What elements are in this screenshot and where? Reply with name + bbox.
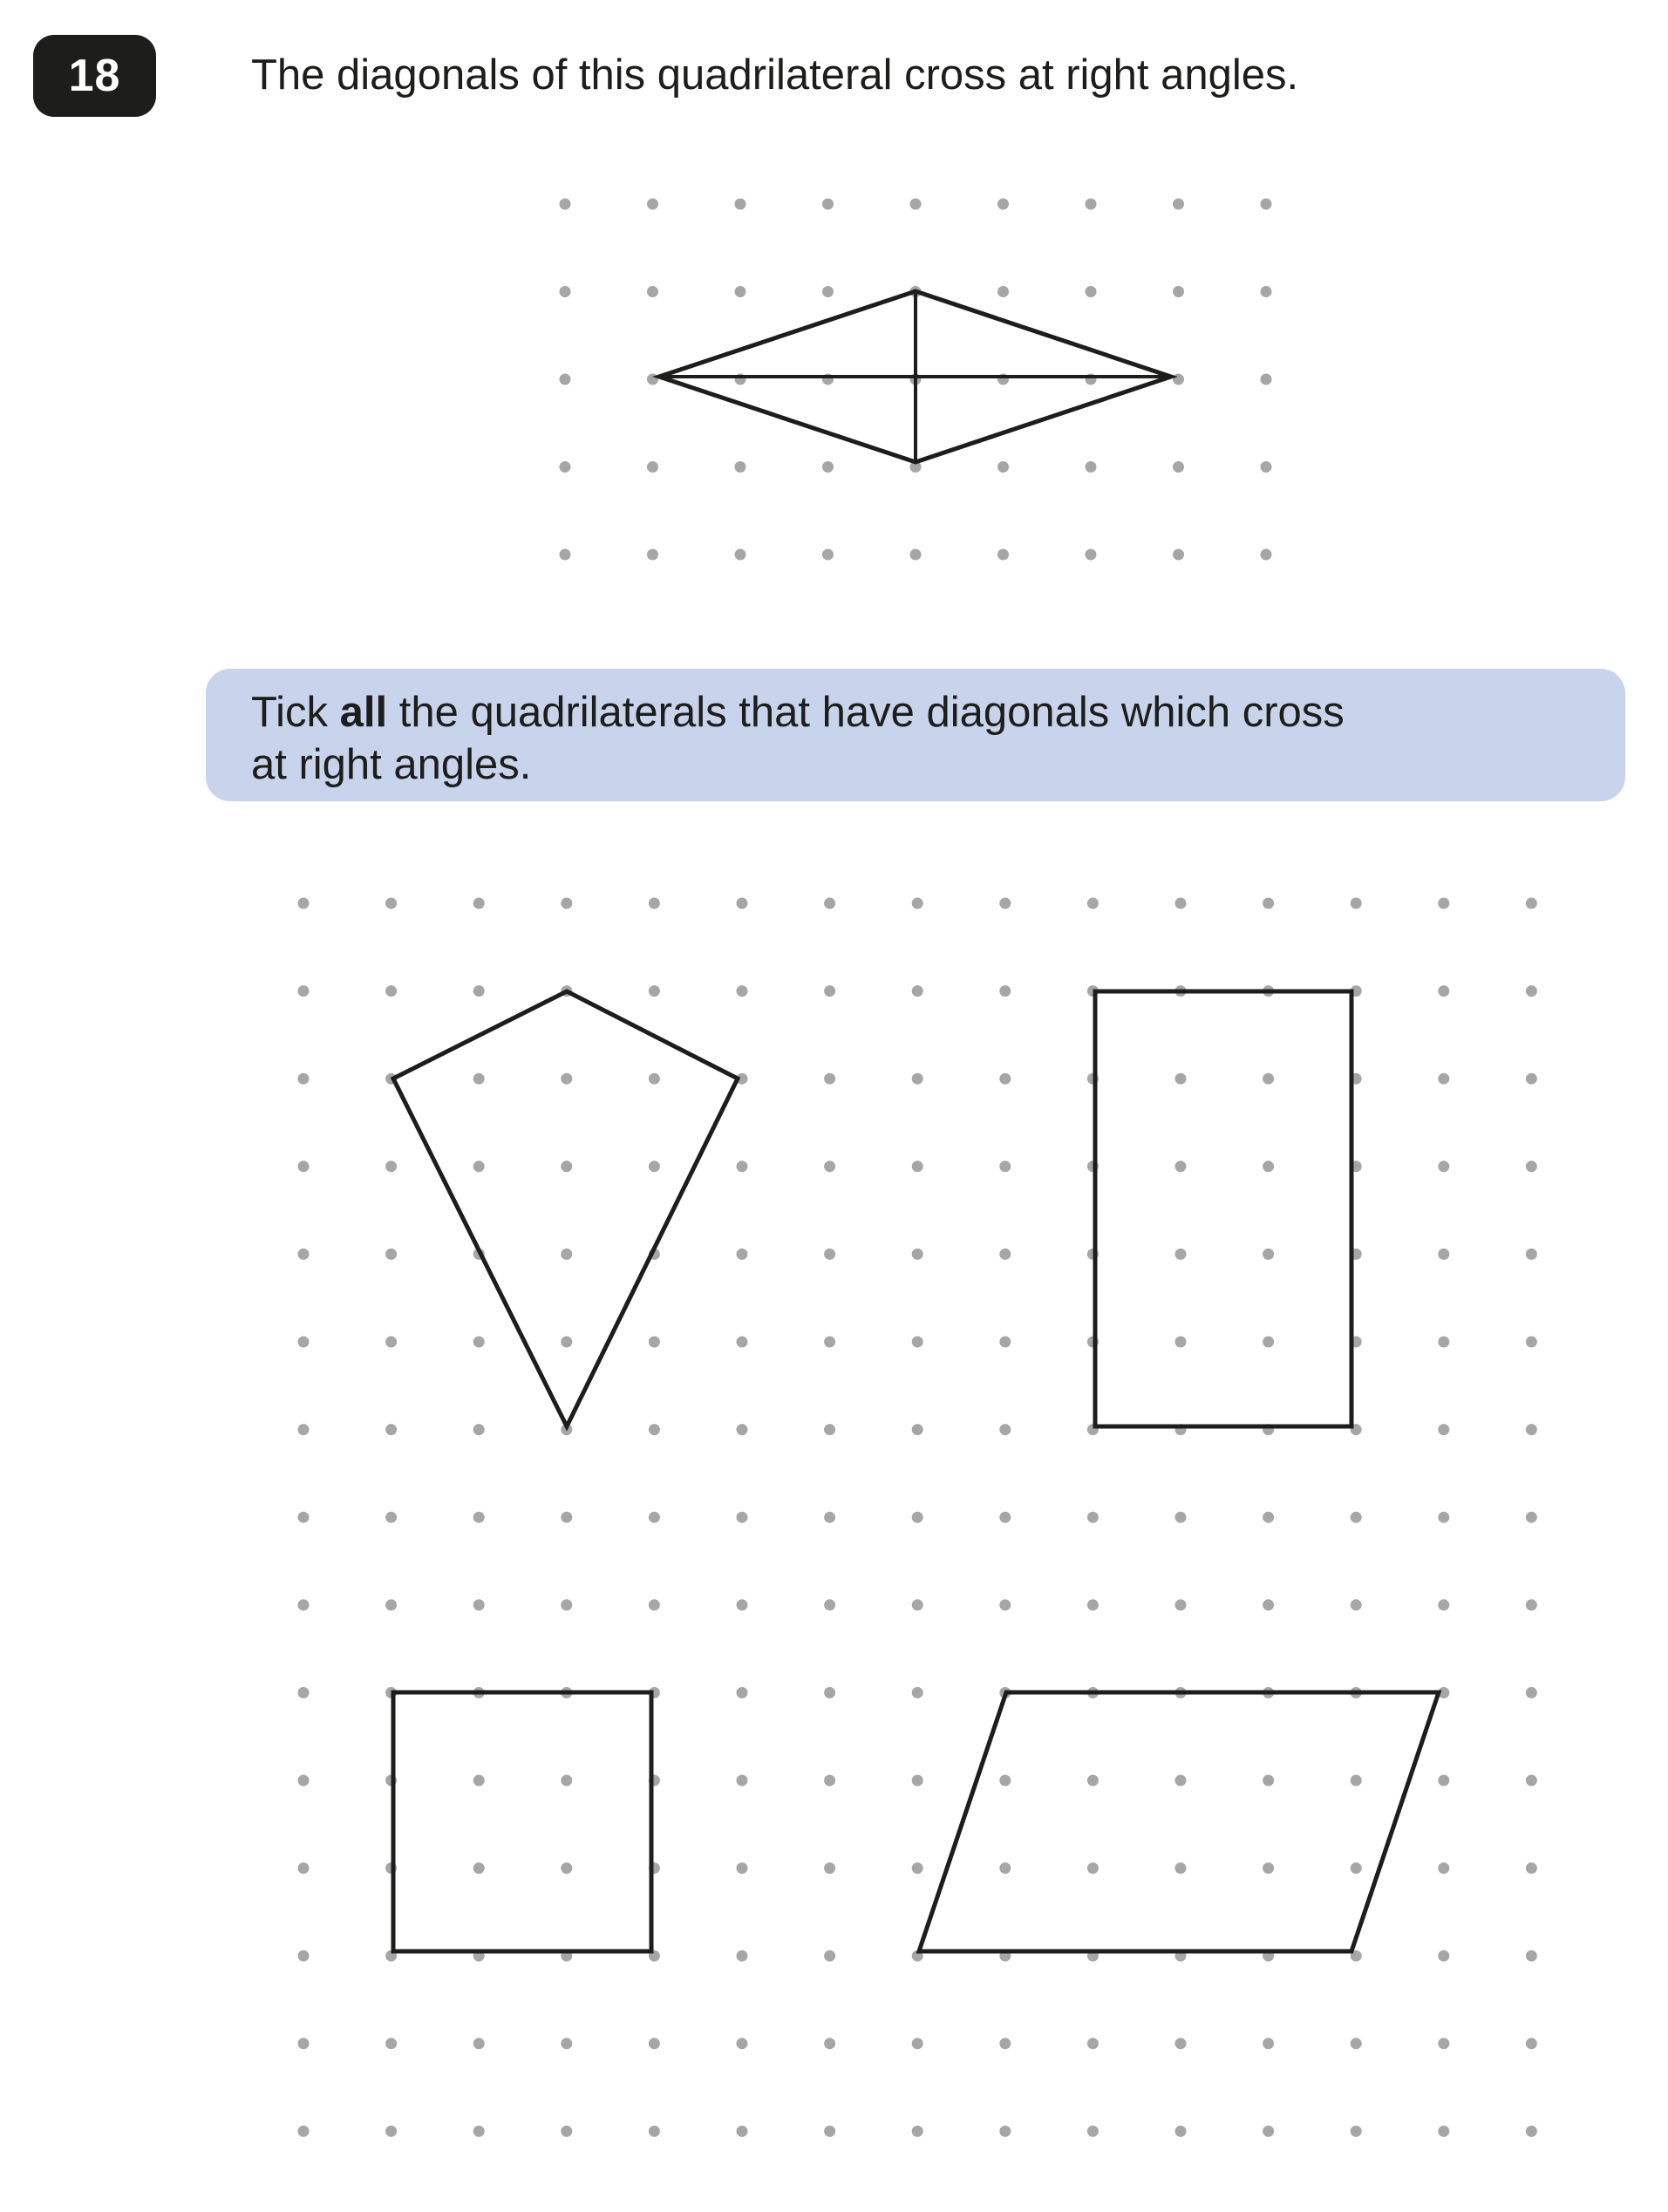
grid-dot <box>1438 1249 1449 1260</box>
grid-dot <box>1087 1512 1099 1523</box>
grid-dot <box>1175 1160 1187 1172</box>
grid-dot <box>473 2126 485 2137</box>
grid-dot <box>1351 1599 1362 1610</box>
grid-dot <box>999 898 1011 909</box>
grid-dot <box>824 2126 835 2137</box>
grid-dot <box>737 1249 748 1260</box>
grid-dot <box>1526 1160 1537 1172</box>
grid-dot <box>824 1337 835 1348</box>
grid-dot <box>1087 1599 1099 1610</box>
grid-dot <box>912 2038 923 2049</box>
grid-dot <box>298 1687 310 1698</box>
grid-dot <box>1526 1512 1537 1523</box>
grid-dot <box>1087 898 1099 909</box>
grid-dot <box>561 1249 572 1260</box>
grid-dot <box>385 1249 397 1260</box>
grid-dot <box>824 985 835 997</box>
grid-dot <box>737 1775 748 1787</box>
instruction-emphasis: all <box>339 689 388 736</box>
grid-dot <box>561 1862 572 1874</box>
grid-dot <box>824 1687 835 1698</box>
square-shape[interactable] <box>393 1692 651 1951</box>
grid-dot <box>298 1862 310 1874</box>
grid-dot <box>1087 2038 1099 2049</box>
grid-dot <box>649 2126 660 2137</box>
parallelogram-shape[interactable] <box>919 1692 1439 1951</box>
grid-dot <box>473 1512 485 1523</box>
grid-dot <box>298 1073 310 1085</box>
grid-dot <box>561 898 572 909</box>
grid-dot <box>912 2126 923 2137</box>
grid-dot <box>999 1337 1011 1348</box>
grid-dot <box>1263 1775 1274 1787</box>
grid-dot <box>1351 1775 1362 1787</box>
grid-dot <box>1526 1424 1537 1435</box>
grid-dot <box>824 1775 835 1787</box>
grid-dot <box>473 1424 485 1435</box>
grid-dot <box>385 1337 397 1348</box>
grid-dot <box>824 1424 835 1435</box>
grid-dot <box>912 1512 923 1523</box>
grid-dot <box>649 1512 660 1523</box>
grid-dot <box>824 1073 835 1085</box>
grid-dot <box>1438 1160 1449 1172</box>
grid-dot <box>1175 2038 1187 2049</box>
grid-dot <box>1263 1599 1274 1610</box>
grid-dot <box>824 1160 835 1172</box>
grid-dot <box>912 985 923 997</box>
grid-dot <box>1438 1337 1449 1348</box>
grid-dot <box>561 1512 572 1523</box>
grid-dot <box>1438 1424 1449 1435</box>
grid-dot <box>912 898 923 909</box>
grid-dot <box>824 2038 835 2049</box>
grid-dot <box>561 1073 572 1085</box>
grid-dot <box>737 1599 748 1610</box>
grid-dot <box>912 1862 923 1874</box>
grid-dot <box>298 2038 310 2049</box>
grid-dot <box>1351 898 1362 909</box>
grid-dot <box>1263 1337 1274 1348</box>
grid-dot <box>912 1687 923 1698</box>
grid-dot <box>473 1337 485 1348</box>
instruction-line-1: Tick all the quadrilaterals that have diagonals which cross <box>251 689 1345 736</box>
question-number: 18 <box>68 51 121 101</box>
grid-dot <box>824 1249 835 1260</box>
grid-dot <box>912 1249 923 1260</box>
grid-dot <box>912 1073 923 1085</box>
grid-dot <box>649 1160 660 1172</box>
grid-dot <box>1438 2038 1449 2049</box>
grid-dot <box>298 1950 310 1962</box>
grid-dot <box>385 898 397 909</box>
grid-dot <box>1087 2126 1099 2137</box>
grid-dot <box>999 985 1011 997</box>
grid-dot <box>385 1599 397 1610</box>
grid-dot <box>1438 1512 1449 1523</box>
grid-dot <box>298 1599 310 1610</box>
grid-dot <box>1526 1249 1537 1260</box>
grid-dot <box>1175 1249 1187 1260</box>
grid-dot <box>1263 2126 1274 2137</box>
grid-dot <box>1526 1599 1537 1610</box>
grid-dot <box>737 2126 748 2137</box>
grid-dot <box>1263 2038 1274 2049</box>
grid-dot <box>1175 1775 1187 1787</box>
grid-dot <box>737 1950 748 1962</box>
grid-dot <box>1438 1073 1449 1085</box>
grid-dot <box>385 1512 397 1523</box>
grid-dot <box>298 2126 310 2137</box>
grid-dot <box>649 898 660 909</box>
grid-dot <box>1526 1687 1537 1698</box>
grid-dot <box>649 1599 660 1610</box>
grid-dot <box>298 1512 310 1523</box>
grid-dot <box>649 985 660 997</box>
grid-dot <box>1526 1775 1537 1787</box>
grid-dot <box>1351 2126 1362 2137</box>
grid-dot <box>298 985 310 997</box>
grid-dot <box>1263 1160 1274 1172</box>
grid-dot <box>999 2038 1011 2049</box>
grid-dot <box>912 1337 923 1348</box>
grid-dot <box>737 1424 748 1435</box>
grid-dot <box>999 1160 1011 1172</box>
grid-dot <box>1263 1249 1274 1260</box>
grid-dot <box>1351 1862 1362 1874</box>
grid-dot <box>473 1599 485 1610</box>
instruction-line-2: at right angles. <box>251 741 532 788</box>
kite-shape[interactable] <box>393 991 738 1426</box>
grid-dot <box>298 1160 310 1172</box>
grid-dot <box>1526 985 1537 997</box>
grid-dot <box>1087 1862 1099 1874</box>
grid-dot <box>298 1775 310 1787</box>
grid-dot <box>1263 898 1274 909</box>
grid-dot <box>561 2038 572 2049</box>
grid-dot <box>1175 1073 1187 1085</box>
grid-dot <box>1175 1862 1187 1874</box>
grid-dot <box>649 1337 660 1348</box>
grid-dot <box>385 1424 397 1435</box>
grid-dot <box>737 898 748 909</box>
grid-dot <box>649 1424 660 1435</box>
grid-dot <box>1438 1862 1449 1874</box>
grid-dot <box>473 1862 485 1874</box>
grid-dot <box>1175 1512 1187 1523</box>
grid-dot <box>561 1775 572 1787</box>
grid-dot <box>1438 1775 1449 1787</box>
grid-dot <box>999 1512 1011 1523</box>
grid-dot <box>1263 1512 1274 1523</box>
grid-dot <box>1438 1950 1449 1962</box>
grid-dot <box>999 1599 1011 1610</box>
grid-dot <box>999 2126 1011 2137</box>
grid-dot <box>473 985 485 997</box>
grid-dot <box>737 1687 748 1698</box>
grid-dot <box>1351 2038 1362 2049</box>
grid-dot <box>1263 1862 1274 1874</box>
grid-dot <box>298 1424 310 1435</box>
grid-dot <box>912 1599 923 1610</box>
grid-dot <box>298 1249 310 1260</box>
grid-dot <box>999 1775 1011 1787</box>
grid-dot <box>1526 1073 1537 1085</box>
grid-dot <box>1175 898 1187 909</box>
grid-dot <box>473 1073 485 1085</box>
grid-dot <box>1526 898 1537 909</box>
grid-dot <box>824 1862 835 1874</box>
grid-dot <box>737 1862 748 1874</box>
grid-dot <box>473 1775 485 1787</box>
question-text: The diagonals of this quadrilateral cross at right angles. <box>251 51 1299 99</box>
rectangle-shape[interactable] <box>1095 991 1351 1426</box>
grid-dot <box>1087 1775 1099 1787</box>
grid-dot <box>824 1599 835 1610</box>
grid-dot <box>999 1073 1011 1085</box>
grid-dot <box>298 898 310 909</box>
grid-dot <box>473 898 485 909</box>
grid-dot <box>737 1512 748 1523</box>
grid-dot <box>385 2038 397 2049</box>
grid-dot <box>1526 2038 1537 2049</box>
grid-dot <box>561 1160 572 1172</box>
grid-dot <box>1526 1950 1537 1962</box>
grid-dot <box>385 985 397 997</box>
grid-dot <box>385 2126 397 2137</box>
grid-dot <box>561 1599 572 1610</box>
grid-dot <box>473 1160 485 1172</box>
grid-dot <box>1438 985 1449 997</box>
grid-dot <box>1351 1512 1362 1523</box>
grid-dot <box>473 2038 485 2049</box>
grid-dot <box>824 898 835 909</box>
grid-dot <box>824 1512 835 1523</box>
grid-dot <box>1175 2126 1187 2137</box>
grid-dot <box>737 2038 748 2049</box>
grid-dot <box>737 985 748 997</box>
grid-dot <box>999 1249 1011 1260</box>
grid-dot <box>1438 1599 1449 1610</box>
grid-dot <box>912 1775 923 1787</box>
grid-dot <box>1438 898 1449 909</box>
grid-dot <box>385 1160 397 1172</box>
grid-dot <box>1175 1337 1187 1348</box>
grid-dot <box>999 1862 1011 1874</box>
grid-dot <box>561 2126 572 2137</box>
grid-dot <box>737 1337 748 1348</box>
grid-dot <box>1263 1073 1274 1085</box>
grid-dot <box>737 1160 748 1172</box>
grid-dot <box>912 1424 923 1435</box>
grid-dot <box>298 1337 310 1348</box>
grid-dot <box>1175 1599 1187 1610</box>
grid-dot <box>1526 1337 1537 1348</box>
grid-dot <box>999 1424 1011 1435</box>
grid-dot <box>561 1337 572 1348</box>
grid-dot <box>1526 2126 1537 2137</box>
grid-dot <box>649 2038 660 2049</box>
grid-dot <box>1526 1862 1537 1874</box>
grid-dot <box>649 1073 660 1085</box>
grid-dot <box>1438 2126 1449 2137</box>
grid-dot <box>912 1160 923 1172</box>
grid-dot <box>824 1950 835 1962</box>
